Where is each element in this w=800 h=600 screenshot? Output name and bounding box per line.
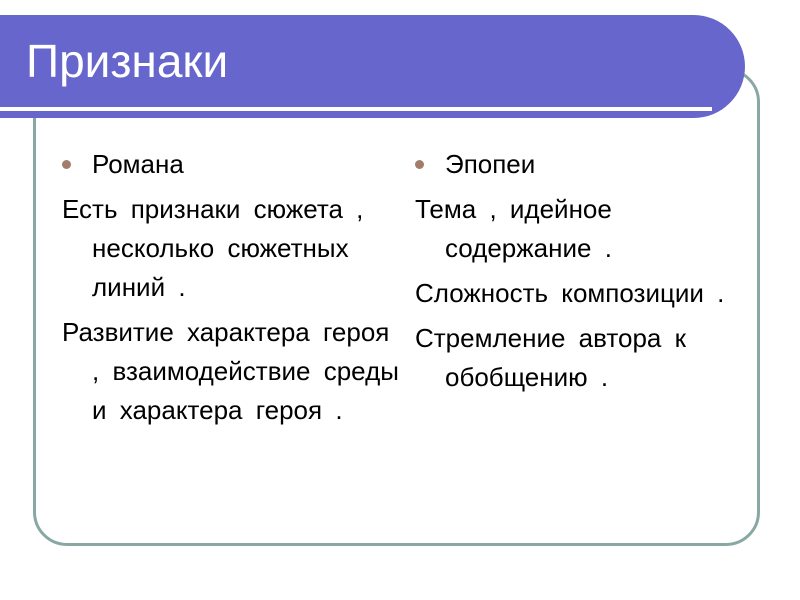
right-item-1: Тема , идейное содержание . <box>415 194 612 263</box>
right-heading: Эпопеи <box>445 149 536 179</box>
left-item-1: Есть признаки сюжета , несколько сюжетных линий . <box>62 194 364 302</box>
right-item-2: Сложность композиции . <box>415 278 725 308</box>
left-heading-row <box>62 145 402 184</box>
right-heading-row <box>415 145 755 184</box>
left-column <box>62 145 402 436</box>
bullet-dot-icon <box>415 160 424 169</box>
right-column <box>415 145 755 403</box>
title-underline <box>0 107 712 111</box>
bullet-dot-icon <box>62 160 71 169</box>
left-item-2: Развитие характера героя , взаимодействие среды и характера героя . <box>62 317 399 425</box>
left-heading: Романа <box>92 149 184 179</box>
slide-title: Признаки <box>26 35 229 87</box>
right-item-3: Стремление автора к обобщению . <box>415 323 686 392</box>
